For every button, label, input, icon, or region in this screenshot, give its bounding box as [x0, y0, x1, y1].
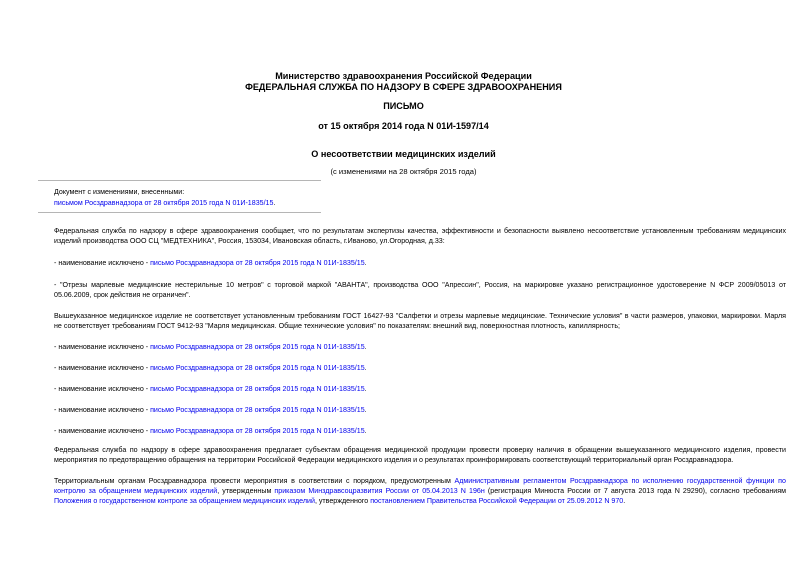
paragraph-territorial-bodies: Территориальным органам Росздравнадзора провести мероприятия в соответствии с порядком, предусмотренным Административным регламентом Росздравнадзора по исполнению государственной функции по контролю за обращением медицинских изделий, утвержденным приказом Минздравсоцразвития России от 05.04.2013 N 196н (регистрация Минюста России от 7 августа 2013 года N 29290), согласно требованиям Положения о государственном контроле за обращением медицинских изделий, утвержденного постановлением Правительства Российской Федерации от 25.09.2012 N 970.: [54, 477, 786, 505]
excluded-letter-link[interactable]: письмо Росздравнадзора от 28 октября 2015 года N 01И-1835/15: [150, 343, 365, 351]
document-date-number: от 15 октября 2014 года N 01И-1597/14: [318, 121, 489, 131]
paragraph-nonconformity: Вышеуказанное медицинское изделие не соответствует установленным требованиям ГОСТ 16427-93 "Салфетки и отрезы марлевые медицинские. Технические условия" в части размеров, упаковки, маркировки. Марля не соответствует требованиям ГОСТ 9412-93 "Марля медицинская. Общие технические условия" по показателям: внешний вид, поверхностная плотность, капиллярность;: [54, 312, 786, 330]
changes-box-top-rule: [38, 180, 321, 181]
excluded-item: - наименование исключено - письмо Росздравнадзора от 28 октября 2015 года N 01И-1835/15.: [54, 364, 367, 372]
excluded-item: - наименование исключено - письмо Росздравнадзора от 28 октября 2015 года N 01И-1835/15.: [54, 343, 367, 351]
paragraph-findings: Федеральная служба по надзору в сфере здравоохранения сообщает, что по результатам экспертизы качества, эффективности и безопасности выявлено несоответствие установленным требованиям медицинских изделий производства ООО СЦ "МЕДТЕХНИКА", Россия, 153034, Ивановская область, г.Иваново, ул.Огородная, д.33:: [54, 227, 786, 245]
document-subject: О несоответствии медицинских изделий: [311, 149, 496, 159]
excluded-item: - наименование исключено - письмо Росздравнадзора от 28 октября 2015 года N 01И-1835/15.: [54, 406, 367, 414]
amending-letter-link[interactable]: письмом Росздравнадзора от 28 октября 2015 года N 01И-1835/15: [54, 199, 274, 207]
excluded-item: - наименование исключено - письмо Росздравнадзора от 28 октября 2015 года N 01И-1835/15.: [54, 259, 367, 267]
control-regulation-link[interactable]: Положения о государственном контроле за обращением медицинских изделий: [54, 497, 315, 505]
ministry-name: Министерство здравоохранения Российской Федерации: [275, 71, 532, 81]
excluded-letter-link[interactable]: письмо Росздравнадзора от 28 октября 2015 года N 01И-1835/15: [150, 385, 365, 393]
paragraph-proposal: Федеральная служба по надзору в сфере здравоохранения предлагает субъектам обращения медицинской продукции провести проверку наличия в обращении вышеуказанного медицинского изделия, провести мероприятия по предотвращению обращения на территории Российской Федерации медицинского изделия и о результатах проинформировать соответствующий территориальный орган Росздравнадзора.: [54, 446, 786, 464]
changes-box-label: Документ с изменениями, внесенными:: [54, 188, 185, 196]
amendments-note: (с изменениями на 28 октября 2015 года): [330, 167, 477, 176]
government-decree-link[interactable]: постановлением Правительства Российской Федерации от 25.09.2012 N 970: [370, 497, 624, 505]
administrative-regulation-link[interactable]: Административным регламентом Росздравнадзора по исполнению государственной функции по контролю за обращением медицинских изделий: [54, 477, 786, 495]
excluded-letter-link[interactable]: письмо Росздравнадзора от 28 октября 2015 года N 01И-1835/15: [150, 406, 365, 414]
paragraph-product: - "Отрезы марлевые медицинские нестерильные 10 метров" с торговой маркой "АВАНТА", производства ООО "Апрессин", Россия, на маркировке указано регистрационное удостоверение N ФСР 2009/05013 от 05.06.2009, срок действия не ограничен".: [54, 281, 786, 299]
excluded-item: - наименование исключено - письмо Росздравнадзора от 28 октября 2015 года N 01И-1835/15.: [54, 385, 367, 393]
excluded-letter-link[interactable]: письмо Росздравнадзора от 28 октября 2015 года N 01И-1835/15: [150, 259, 365, 267]
service-name: ФЕДЕРАЛЬНАЯ СЛУЖБА ПО НАДЗОРУ В СФЕРЕ ЗДРАВООХРАНЕНИЯ: [245, 82, 562, 92]
ministry-order-link[interactable]: приказом Минздравсоцразвития России от 05.04.2013 N 196н: [274, 487, 485, 495]
document-type: ПИСЬМО: [383, 101, 424, 111]
excluded-item: - наименование исключено - письмо Росздравнадзора от 28 октября 2015 года N 01И-1835/15.: [54, 427, 367, 435]
changes-box-line: письмом Росздравнадзора от 28 октября 2015 года N 01И-1835/15.: [54, 199, 276, 207]
excluded-letter-link[interactable]: письмо Росздравнадзора от 28 октября 2015 года N 01И-1835/15: [150, 427, 365, 435]
changes-box-bottom-rule: [38, 212, 321, 213]
excluded-letter-link[interactable]: письмо Росздравнадзора от 28 октября 2015 года N 01И-1835/15: [150, 364, 365, 372]
